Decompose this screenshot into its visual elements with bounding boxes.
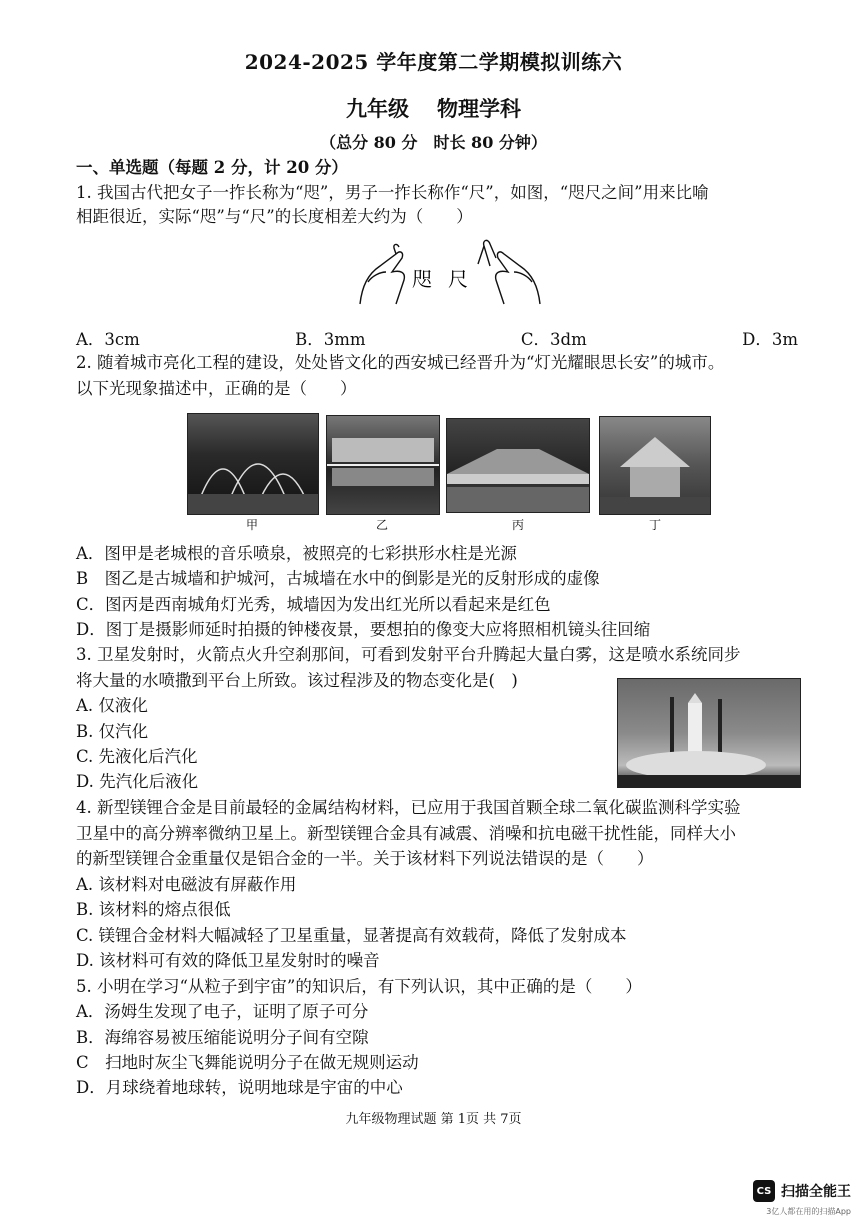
q2-option-d[interactable]: D．图丁是摄影师延时拍摄的钟楼夜景，要想拍的像变大应将照相机镜头往回缩 (76, 620, 651, 639)
q1-option-a[interactable]: A．3cm (76, 330, 140, 349)
camscanner-logo-icon: CS (753, 1180, 775, 1202)
q3-text-line2: 将大量的水喷撒到平台上所致。该过程涉及的物态变化是( ) (76, 671, 518, 690)
q4-option-c[interactable]: C. 镁锂合金材料大幅减轻了卫星重量，显著提高有效载荷，降低了发射成本 (76, 926, 627, 945)
q4-option-a[interactable]: A. 该材料对电磁波有屏蔽作用 (76, 875, 297, 894)
q4-option-d[interactable]: D. 该材料可有效的降低卫星发射时的噪音 (76, 951, 380, 970)
q2-photo-yi (326, 415, 440, 515)
q3-option-c[interactable]: C. 先液化后汽化 (76, 747, 198, 766)
grade-label: 九年级 (346, 96, 409, 121)
q2-caption-jia: 甲 (245, 518, 258, 532)
scanner-watermark (753, 1180, 851, 1202)
rocket-launch-icon (618, 679, 800, 787)
q4-text-line2: 卫星中的高分辨率微纳卫星上。新型镁锂合金具有减震、消噪和抗电磁干扰性能，同样大小 (76, 824, 736, 843)
q1-option-b[interactable]: B．3mm (295, 330, 366, 349)
q2-text-line1: 2. 随着城市亮化工程的建设，处处皆文化的西安城已经晋升为“灯光耀眼思长安”的城市。 (76, 353, 725, 372)
q2-option-c[interactable]: C．图丙是西南城角灯光秀，城墙因为发出红光所以看起来是红色 (76, 595, 551, 614)
section-heading: 一、单选题（每题 2 分，计 20 分） (76, 158, 348, 177)
watermark-name: 扫描全能王 (781, 1184, 851, 1200)
grade-subject (0, 93, 867, 123)
q5-option-a[interactable]: A．汤姆生发现了电子，证明了原子可分 (76, 1002, 369, 1021)
q5-option-d[interactable]: D．月球绕着地球转，说明地球是宇宙的中心 (76, 1078, 403, 1097)
city-wall-photo-icon (327, 416, 439, 514)
fountain-photo-icon (188, 414, 318, 514)
q3-text-line1: 3. 卫星发射时，火箭点火升空刹那间，可看到发射平台升腾起大量白雾，这是喷水系统同步 (76, 645, 741, 664)
page-footer: 九年级物理试题 第 1页 共 7页 (345, 1112, 522, 1127)
q3-option-d[interactable]: D. 先汽化后液化 (76, 772, 199, 791)
q5-option-b[interactable]: B．海绵容易被压缩能说明分子间有空隙 (76, 1028, 369, 1047)
corner-tower-photo-icon (447, 419, 589, 512)
q4-text-line3: 的新型镁锂合金重量仅是铝合金的一半。关于该材料下列说法错误的是（ ） (76, 849, 654, 868)
q4-text-line1: 4. 新型镁锂合金是目前最轻的金属结构材料，已应用于我国首颗全球二氧化碳监测科学实验 (76, 798, 741, 817)
q1-options (76, 326, 798, 350)
bell-tower-photo-icon (600, 417, 710, 514)
q2-option-a[interactable]: A．图甲是老城根的音乐喷泉，被照亮的七彩拱形水柱是光源 (76, 544, 517, 563)
q2-photo-ding (599, 416, 711, 515)
page-title: 2024-2025 学年度第二学期模拟训练六 (244, 50, 623, 74)
watermark-subtitle: 3亿人都在用的扫描App (766, 1207, 851, 1216)
q1-figure-char1: 咫 (412, 267, 432, 291)
q2-caption-ding: 丁 (648, 518, 661, 532)
q4-option-b[interactable]: B. 该材料的熔点很低 (76, 900, 231, 919)
q1-figure-char2: 尺 (448, 267, 468, 291)
q5-option-c[interactable]: C 扫地时灰尘飞舞能说明分子在做无规则运动 (76, 1053, 419, 1072)
q1-text-line1: 1. 我国古代把女子一拃长称为“咫”，男子一拃长称作“尺”，如图，“咫尺之间”用来比喻 (76, 183, 709, 202)
q2-photo-jia (187, 413, 319, 515)
subject-label: 物理学科 (437, 96, 521, 121)
q3-option-b[interactable]: B. 仅汽化 (76, 722, 149, 741)
q3-option-a[interactable]: A. 仅液化 (76, 696, 148, 715)
q1-figure-hands (350, 236, 550, 316)
q1-option-d[interactable]: D．3m (742, 330, 798, 349)
q2-photo-bing (446, 418, 590, 513)
q2-option-b[interactable]: B 图乙是古城墙和护城河，古城墙在水中的倒影是光的反射形成的虚像 (76, 569, 600, 588)
q3-rocket-photo (617, 678, 801, 788)
q2-caption-bing: 丙 (511, 518, 524, 532)
q1-text-line2: 相距很近，实际“咫”与“尺”的长度相差大约为（ ） (76, 207, 473, 226)
q2-caption-yi: 乙 (375, 518, 388, 532)
q5-text-line1: 5. 小明在学习“从粒子到宇宙”的知识后，有下列认识，其中正确的是（ ） (76, 977, 642, 996)
q1-option-c[interactable]: C．3dm (520, 330, 587, 349)
q2-text-line2: 以下光现象描述中，正确的是（ ） (76, 379, 357, 398)
exam-meta: （总分 80 分 时长 80 分钟） (320, 133, 547, 152)
